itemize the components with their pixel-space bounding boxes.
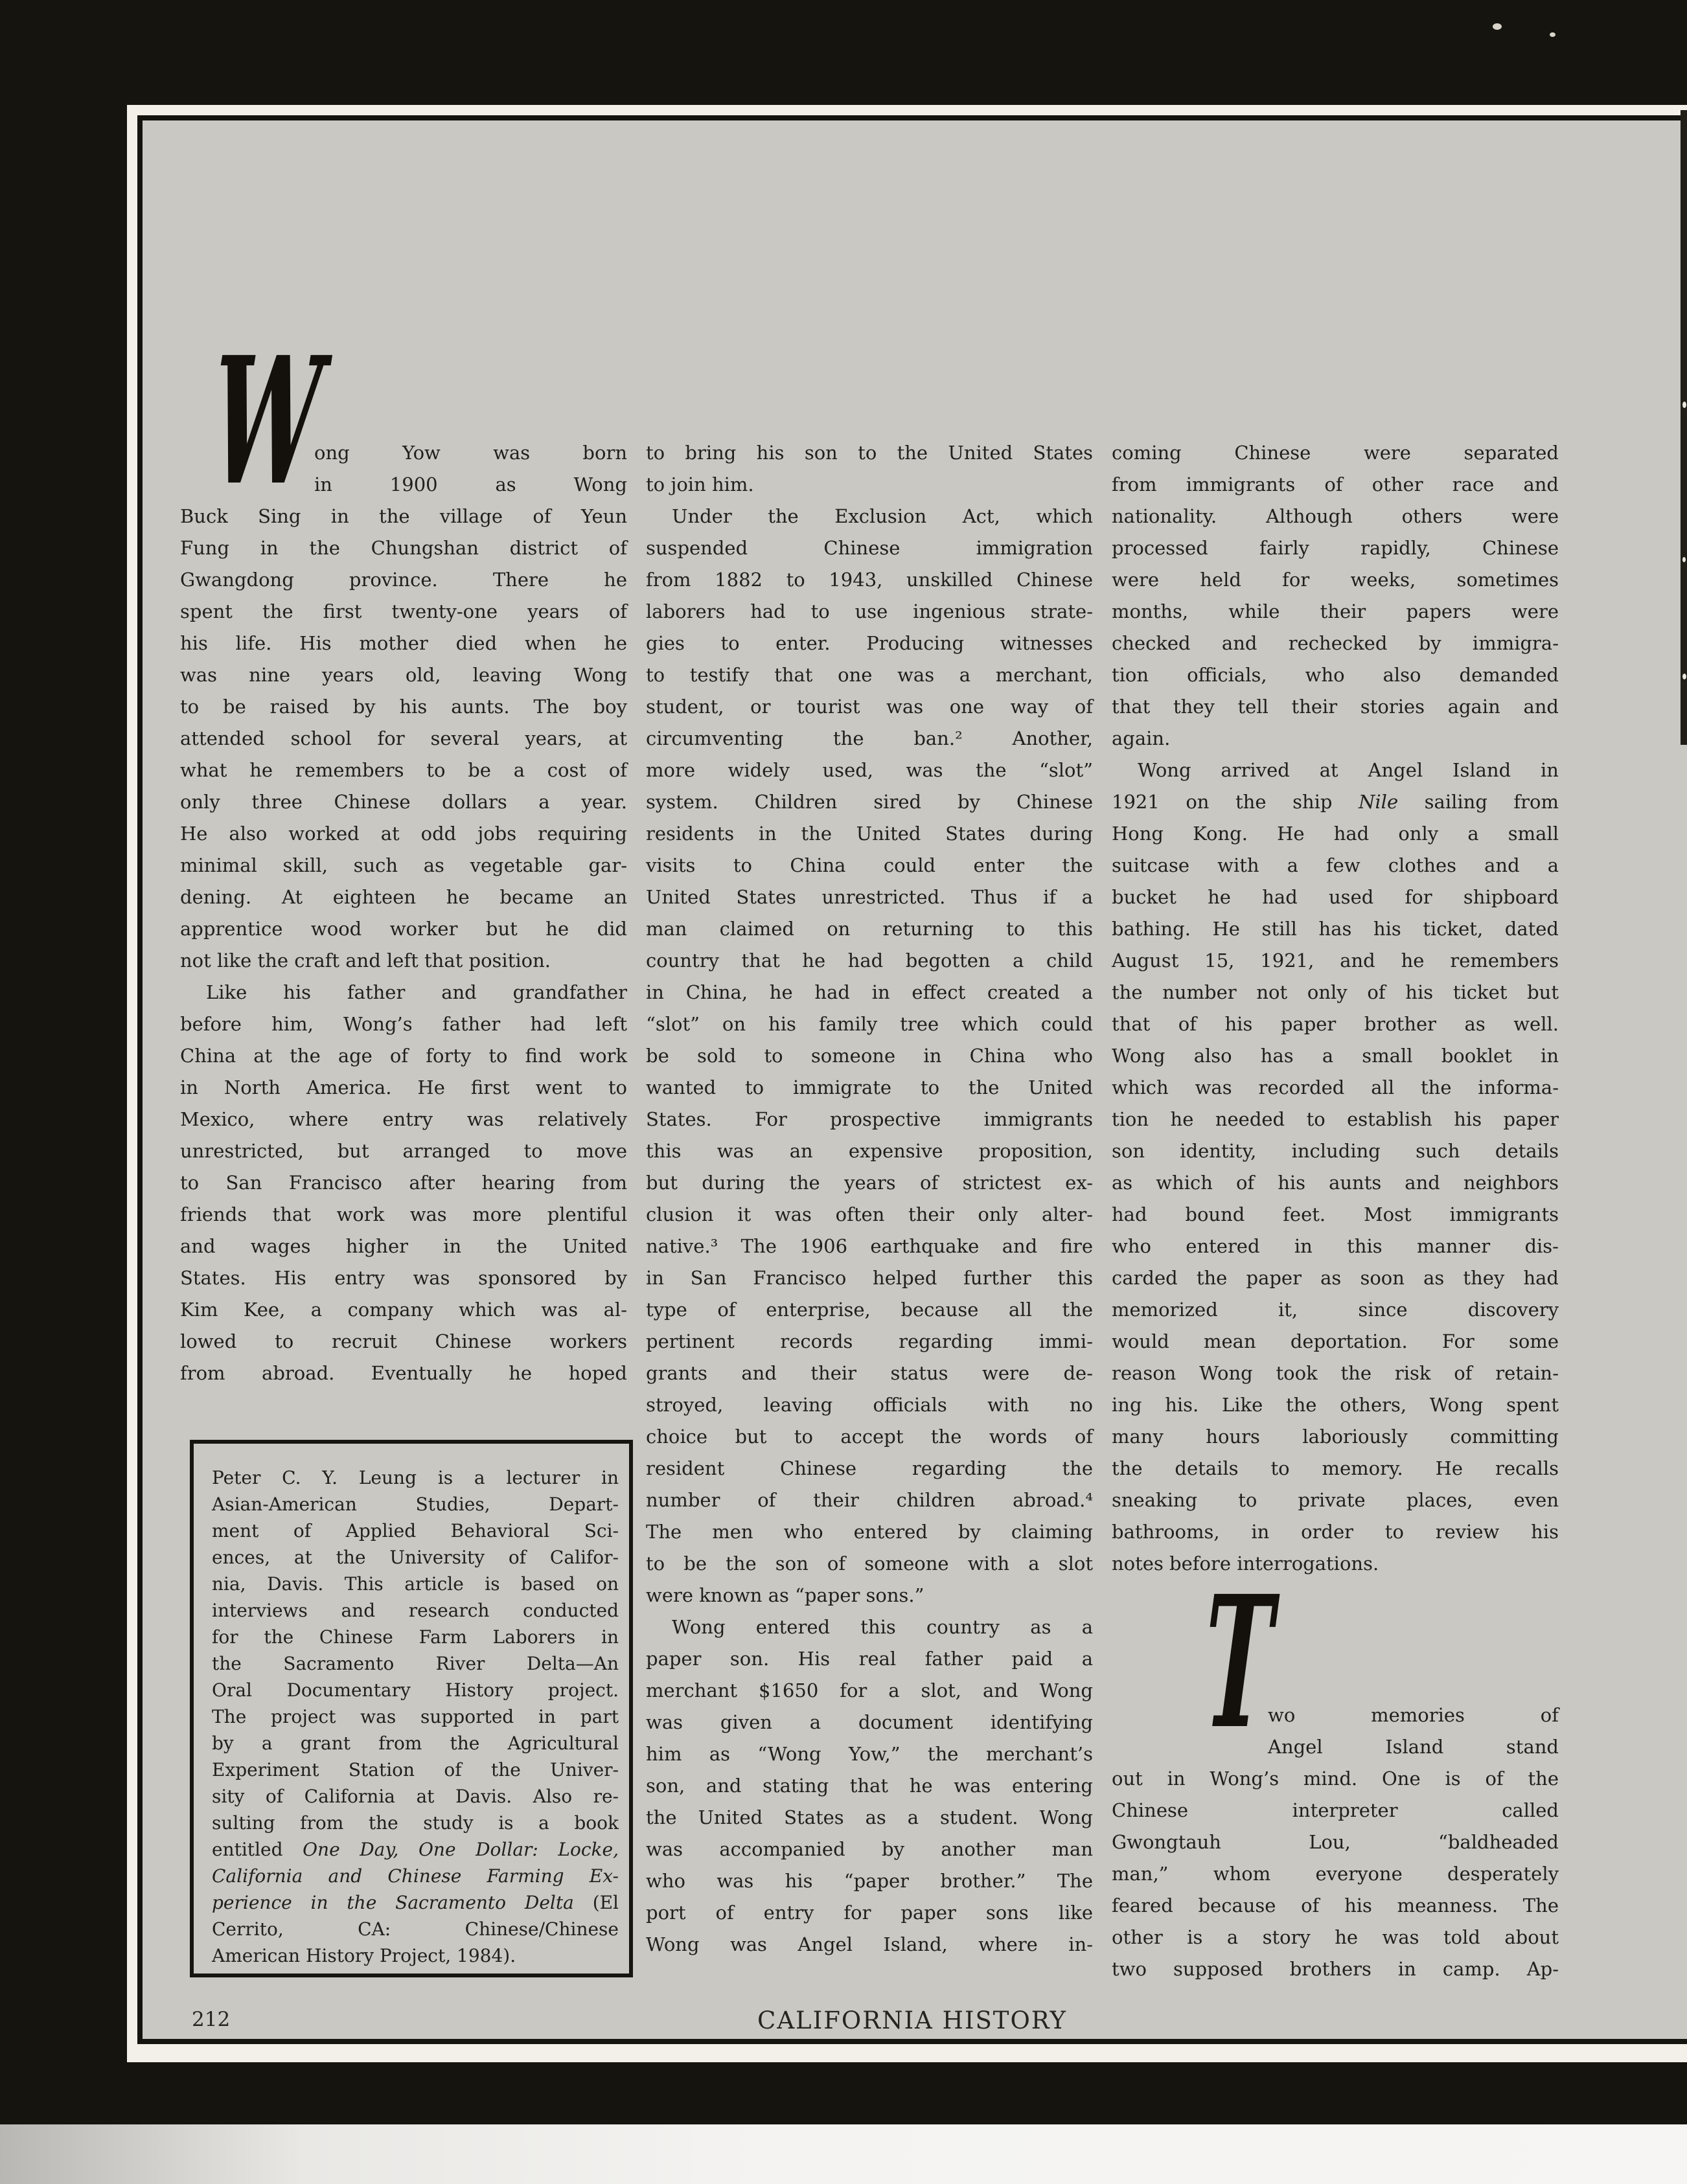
text-line: Angel Island stand — [1268, 1736, 1559, 1758]
text-line: country that he had begotten a child — [646, 950, 1093, 972]
text-line: carded the paper as soon as they had — [1112, 1267, 1559, 1289]
text-line: lowed to recruit Chinese workers — [180, 1330, 627, 1352]
text-line: sity of California at Davis. Also re- — [212, 1786, 619, 1807]
text-line: to join him. — [646, 473, 754, 495]
edge-fleck — [1682, 402, 1686, 408]
text-line: system. Children sired by Chinese — [646, 791, 1093, 813]
text-line: which was recorded all the informa- — [1112, 1076, 1559, 1098]
text-line: The men who entered by claiming — [646, 1521, 1093, 1543]
text-line: reason Wong took the risk of retain- — [1112, 1362, 1559, 1384]
text-line: Asian-American Studies, Depart- — [212, 1494, 619, 1515]
text-line: his life. His mother died when he — [180, 632, 627, 654]
text-line: He also worked at odd jobs requiring — [180, 823, 627, 845]
text-line: son identity, including such details — [1112, 1140, 1559, 1162]
text-line: minimal skill, such as vegetable gar- — [180, 854, 627, 876]
text-line: would mean deportation. For some — [1112, 1330, 1559, 1352]
text-line: 1921 on the ship Nile sailing from — [1112, 791, 1559, 813]
text-line: two supposed brothers in camp. Ap- — [1112, 1958, 1559, 1980]
text-line: not like the craft and left that position. — [180, 950, 551, 972]
text-line: to bring his son to the United States — [646, 442, 1093, 464]
paragraph-wong-birth — [180, 318, 627, 977]
text-line: Under the Exclusion Act, which — [672, 505, 1093, 527]
text-line: were held for weeks, sometimes — [1112, 569, 1559, 591]
text-line: was given a document identifying — [646, 1711, 1093, 1733]
text-line: Gwongtauh Lou, “baldheaded — [1112, 1831, 1559, 1853]
text-line: Cerrito, CA: Chinese/Chinese — [212, 1918, 619, 1940]
dropcap-w-letter: W — [207, 318, 327, 524]
text-line: ment of Applied Behavioral Sci- — [212, 1520, 619, 1541]
text-line: checked and rechecked by immigra- — [1112, 632, 1559, 654]
text-line: ong Yow was born — [314, 442, 627, 464]
text-line: Wong arrived at Angel Island in — [1138, 759, 1559, 781]
text-line: stroyed, leaving officials with no — [646, 1394, 1093, 1416]
text-line: student, or tourist was one way of — [646, 696, 1093, 718]
dust-speck — [1550, 32, 1555, 37]
text-line: dening. At eighteen he became an — [180, 886, 627, 908]
text-line: Experiment Station of the Univer- — [212, 1759, 619, 1780]
text-line: attended school for several years, at — [180, 727, 627, 749]
text-line: wanted to immigrate to the United — [646, 1076, 1093, 1098]
text-line: pertinent records regarding immi- — [646, 1330, 1093, 1352]
text-line: Oral Documentary History project. — [212, 1679, 619, 1701]
text-line: interviews and research conducted — [212, 1600, 619, 1621]
text-line: Chinese interpreter called — [1112, 1799, 1559, 1821]
page-torn-edge — [1681, 110, 1687, 745]
text-line: in 1900 as Wong — [314, 473, 627, 495]
text-line: paper son. His real father paid a — [646, 1648, 1093, 1670]
dust-speck — [1493, 23, 1502, 30]
text-line: suitcase with a few clothes and a — [1112, 854, 1559, 876]
text-line: sneaking to private places, even — [1112, 1489, 1559, 1511]
author-bio-box — [190, 1440, 633, 1977]
text-line: the details to memory. He recalls — [1112, 1457, 1559, 1479]
column-1 — [180, 318, 627, 1389]
text-line: to San Francisco after hearing from — [180, 1172, 627, 1194]
text-line: memorized it, since discovery — [1112, 1299, 1559, 1321]
edge-fleck — [1682, 557, 1686, 562]
text-line: man claimed on returning to this — [646, 918, 1093, 940]
paragraph-exclusion-act — [646, 501, 1093, 1611]
text-line: the number not only of his ticket but — [1112, 981, 1559, 1003]
journal-title: CALIFORNIA HISTORY — [757, 2007, 1067, 2034]
text-line: bucket he had used for shipboard — [1112, 886, 1559, 908]
text-line: grants and their status were de- — [646, 1362, 1093, 1384]
dropcap-t-letter: T — [1200, 1556, 1276, 1769]
text-line: from abroad. Eventually he hoped — [180, 1362, 627, 1384]
text-line: number of their children abroad.⁴ — [646, 1489, 1093, 1511]
text-line: this was an expensive proposition, — [646, 1140, 1093, 1162]
text-line: nationality. Although others were — [1112, 505, 1559, 527]
text-line: coming Chinese were separated — [1112, 442, 1559, 464]
text-line: visits to China could enter the — [646, 854, 1093, 876]
text-line: that of his paper brother as well. — [1112, 1013, 1559, 1035]
text-line: Wong was Angel Island, where in- — [646, 1933, 1093, 1955]
text-line: bathrooms, in order to review his — [1112, 1521, 1559, 1543]
text-line: Kim Kee, a company which was al- — [180, 1299, 627, 1321]
text-line: for the Chinese Farm Laborers in — [212, 1626, 619, 1648]
text-line: tion officials, who also demanded — [1112, 664, 1559, 686]
text-line: perience in the Sacramento Delta (El — [212, 1892, 619, 1913]
text-line: in China, he had in effect created a — [646, 981, 1093, 1003]
text-line: residents in the United States during — [646, 823, 1093, 845]
text-line: Buck Sing in the village of Yeun — [180, 505, 627, 527]
text-line: sulting from the study is a book — [212, 1812, 619, 1834]
text-line: only three Chinese dollars a year. — [180, 791, 627, 813]
text-line: China at the age of forty to find work — [180, 1045, 627, 1067]
text-line: laborers had to use ingenious strate- — [646, 600, 1093, 622]
text-line: Fung in the Chungshan district of — [180, 537, 627, 559]
text-line: Peter C. Y. Leung is a lecturer in — [212, 1467, 619, 1488]
text-line: were known as “paper sons.” — [646, 1584, 924, 1606]
column-2 — [646, 437, 1093, 1961]
text-line: him as “Wong Yow,” the merchant’s — [646, 1743, 1093, 1765]
text-line: American History Project, 1984). — [212, 1945, 516, 1966]
text-line: wo memories of — [1268, 1704, 1559, 1726]
text-line: resident Chinese regarding the — [646, 1457, 1093, 1479]
text-line: unrestricted, but arranged to move — [180, 1140, 627, 1162]
text-line: type of enterprise, because all the — [646, 1299, 1093, 1321]
text-line: out in Wong’s mind. One is of the — [1112, 1768, 1559, 1790]
text-line: son, and stating that he was entering — [646, 1775, 1093, 1797]
text-line: suspended Chinese immigration — [646, 537, 1093, 559]
text-line: by a grant from the Agricultural — [212, 1733, 619, 1754]
column-3 — [1112, 437, 1559, 1985]
text-line: who was his “paper brother.” The — [646, 1870, 1093, 1892]
text-line: to be raised by his aunts. The boy — [180, 696, 627, 718]
text-line: from 1882 to 1943, unskilled Chinese — [646, 569, 1093, 591]
text-line: but during the years of strictest ex- — [646, 1172, 1093, 1194]
text-line: other is a story he was told about — [1112, 1926, 1559, 1948]
text-line: bathing. He still has his ticket, dated — [1112, 918, 1559, 940]
text-line: Mexico, where entry was relatively — [180, 1108, 627, 1130]
text-line: friends that work was more plentiful — [180, 1203, 627, 1225]
text-line: Wong entered this country as a — [672, 1616, 1093, 1638]
text-line: choice but to accept the words of — [646, 1426, 1093, 1448]
text-line: as which of his aunts and neighbors — [1112, 1172, 1559, 1194]
text-line: Wong also has a small booklet in — [1112, 1045, 1559, 1067]
text-line: merchant $1650 for a slot, and Wong — [646, 1679, 1093, 1701]
text-line: “slot” on his family tree which could — [646, 1013, 1093, 1035]
page-number: 212 — [192, 2008, 231, 2031]
text-line: man,” whom everyone desperately — [1112, 1863, 1559, 1885]
text-line: spent the first twenty-one years of — [180, 600, 627, 622]
text-line: before him, Wong’s father had left — [180, 1013, 627, 1035]
paragraph-paper-son — [646, 1611, 1093, 1961]
text-line: nia, Davis. This article is based on — [212, 1573, 619, 1595]
text-line: clusion it was often their only alter- — [646, 1203, 1093, 1225]
paragraph-join-him — [646, 437, 1093, 501]
text-line: The project was supported in part — [212, 1706, 619, 1727]
text-line: Gwangdong province. There he — [180, 569, 627, 591]
text-line: apprentice wood worker but he did — [180, 918, 627, 940]
text-line: many hours laboriously committing — [1112, 1426, 1559, 1448]
text-line: gies to enter. Producing witnesses — [646, 632, 1093, 654]
text-line: California and Chinese Farming Ex- — [212, 1865, 619, 1887]
text-line: to be the son of someone with a slot — [646, 1553, 1093, 1575]
text-line: United States unrestricted. Thus if a — [646, 886, 1093, 908]
text-line: Hong Kong. He had only a small — [1112, 823, 1559, 845]
text-line: feared because of his meanness. The — [1112, 1894, 1559, 1917]
text-line: what he remembers to be a cost of — [180, 759, 627, 781]
text-line: to testify that one was a merchant, — [646, 664, 1093, 686]
text-line: Like his father and grandfather — [206, 981, 627, 1003]
text-line: again. — [1112, 727, 1171, 749]
text-line: the Sacramento River Delta—An — [212, 1653, 619, 1674]
text-line: months, while their papers were — [1112, 600, 1559, 622]
edge-fleck — [1682, 674, 1686, 679]
text-line: who entered in this manner dis- — [1112, 1235, 1559, 1257]
text-line: from immigrants of other race and — [1112, 473, 1559, 495]
text-line: August 15, 1921, and he remembers — [1112, 950, 1559, 972]
text-line: ing his. Like the others, Wong spent — [1112, 1394, 1559, 1416]
scanner-bed-strip — [0, 2124, 1687, 2184]
text-line: native.³ The 1906 earthquake and fire — [646, 1235, 1093, 1257]
text-line: the United States as a student. Wong — [646, 1806, 1093, 1828]
paragraph-angel-island — [1112, 755, 1559, 1580]
text-line: and wages higher in the United — [180, 1235, 627, 1257]
text-line: more widely used, was the “slot” — [646, 759, 1093, 781]
text-line: had bound feet. Most immigrants — [1112, 1203, 1559, 1225]
paragraph-separated — [1112, 437, 1559, 755]
text-line: entitled One Day, One Dollar: Locke, — [212, 1839, 619, 1860]
text-line: States. For prospective immigrants — [646, 1108, 1093, 1130]
text-line: notes before interrogations. — [1112, 1553, 1379, 1575]
text-line: was nine years old, leaving Wong — [180, 664, 627, 686]
text-line: processed fairly rapidly, Chinese — [1112, 537, 1559, 559]
text-line: in San Francisco helped further this — [646, 1267, 1093, 1289]
text-line: port of entry for paper sons like — [646, 1902, 1093, 1924]
text-line: circumventing the ban.² Another, — [646, 727, 1093, 749]
text-line: be sold to someone in China who — [646, 1045, 1093, 1067]
text-line: ences, at the University of Califor- — [212, 1547, 619, 1568]
text-line: that they tell their stories again and — [1112, 696, 1559, 718]
text-line: was accompanied by another man — [646, 1838, 1093, 1860]
text-line: States. His entry was sponsored by — [180, 1267, 627, 1289]
text-line: in North America. He first went to — [180, 1076, 627, 1098]
text-line: tion he needed to establish his paper — [1112, 1108, 1559, 1130]
paragraph-father — [180, 977, 627, 1389]
